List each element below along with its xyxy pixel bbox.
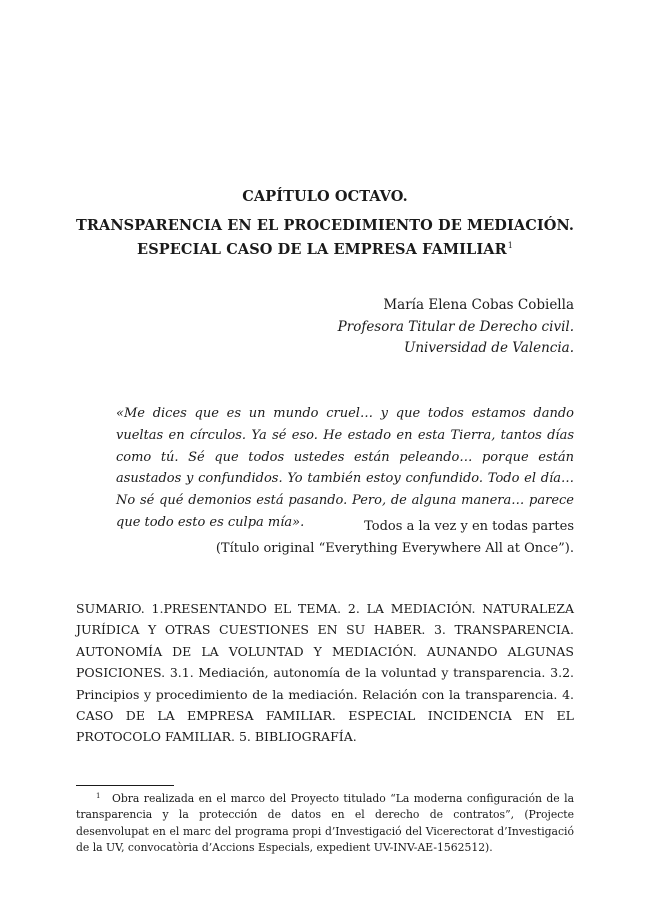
chapter-title-text: ESPECIAL CASO DE LA EMPRESA FAMILIAR bbox=[137, 241, 507, 258]
footnote bbox=[76, 788, 574, 856]
epigraph-source-title: Todos a la vez y en todas partes bbox=[364, 519, 574, 534]
epigraph-source-original-title: (Título original “Everything Everywhere All at Once”). bbox=[215, 541, 574, 556]
author-position: Profesora Titular de Derecho civil. bbox=[337, 319, 574, 335]
author-institution: Universidad de Valencia. bbox=[403, 340, 574, 356]
chapter-title-line-2 bbox=[0, 241, 650, 258]
chapter-title-line-1: TRANSPARENCIA EN EL PROCEDIMIENTO DE MEDIACIÓN. bbox=[75, 217, 575, 234]
chapter-summary: SUMARIO. 1.PRESENTANDO EL TEMA. 2. LA MEDIACIÓN. NATURALEZA JURÍDICA Y OTRAS CUESTIONES EN SU HABER. 3. TRANSPARENCIA. AUTONOMÍA DE LA VOLUNTAD Y MEDIACIÓN. AUNANDO ALGUNAS POSICIONES. 3.1. Mediación, autonomía de la voluntad y transparencia. 3.2. Principios y procedimiento de la mediación. Relación con la transparencia. 4. CASO DE LA EMPRESA FAMILIAR. ESPECIAL INCIDENCIA EN EL PROTOCOLO FAMILIAR. 5. BIBLIOGRAFÍA. bbox=[76, 601, 574, 745]
footnote-divider bbox=[76, 785, 174, 786]
chapter-number: CAPÍTULO OCTAVO. bbox=[242, 188, 408, 205]
epigraph-quote: «Me dices que es un mundo cruel… y que todos estamos dando vueltas en círculos. Ya sé eso. He estado en esta Tierra, tantos días como tú. Sé que todos ustedes están peleando… porque están asustados y confundidos. Yo también estoy confundido. Todo el día… No sé qué demonios está pasando. Pero, de alguna manera… parece que todo esto es culpa mía». bbox=[116, 406, 574, 530]
footnote-text: Obra realizada en el marco del Proyecto titulado “La moderna configuración de la transparencia y la protección de datos en el derecho de contratos”, (Projecte desenvolupat en el marc del programa propi d’Investigació del Vicerectorat d’Investigació de la UV, convocatòria d’Accions Especials, expedient UV-INV-AE-1562512). bbox=[76, 792, 574, 854]
author-name: María Elena Cobas Cobiella bbox=[383, 297, 574, 313]
footnote-reference[interactable]: 1 bbox=[507, 241, 513, 250]
footnote-number: 1 bbox=[96, 792, 101, 800]
